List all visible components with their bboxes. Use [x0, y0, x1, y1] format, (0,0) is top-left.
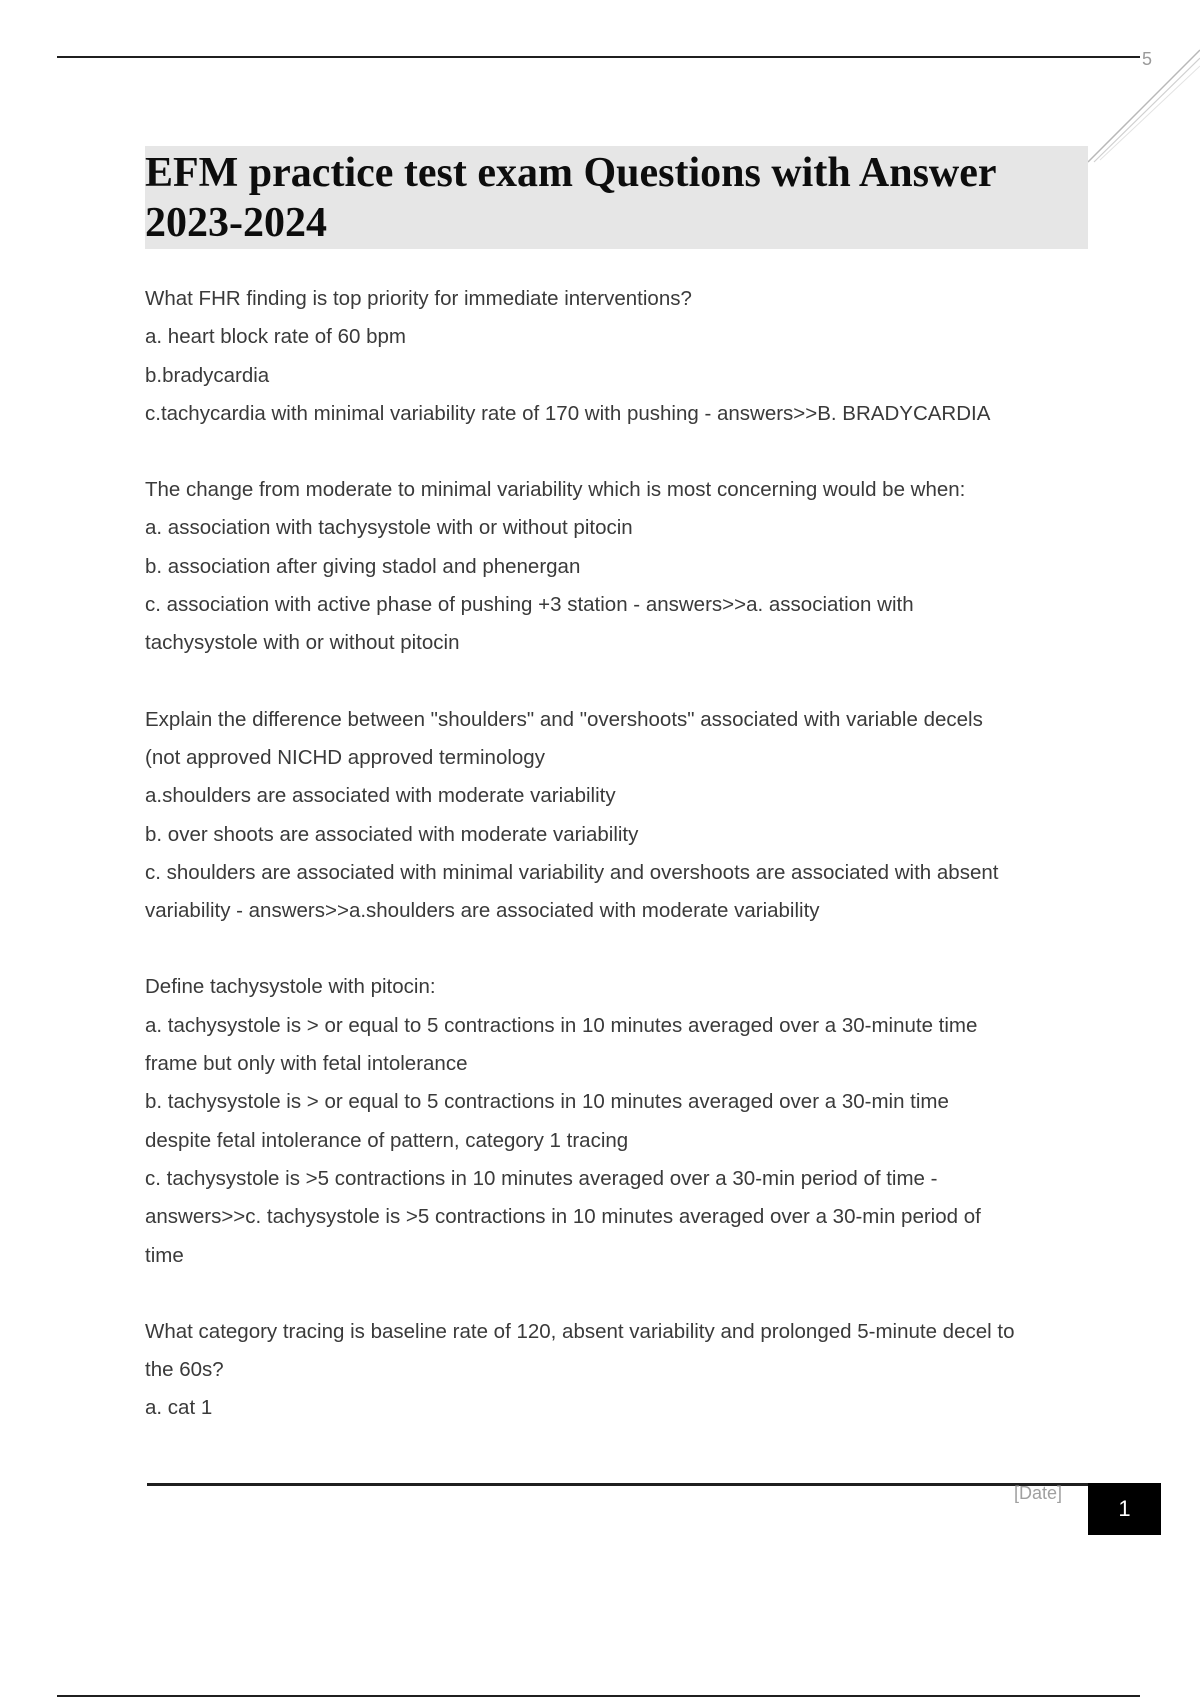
question-text: the 60s? [145, 1358, 224, 1382]
answer-option: b. association after giving stadol and phenergan [145, 554, 581, 578]
answer-option: a. association with tachysystole with or without pitocin [145, 516, 633, 540]
answer-option: variability - answers>>a.shoulders are associated with moderate variability [145, 899, 820, 923]
footer-rule [147, 1483, 1100, 1486]
question-block [145, 1313, 1105, 1428]
answer-option: tachysystole with or without pitocin [145, 631, 460, 655]
question-text: (not approved NICHD approved terminology [145, 745, 545, 769]
question-text: The change from moderate to minimal variability which is most concerning would be when: [145, 478, 966, 502]
question-block [145, 701, 1105, 931]
answer-option: b. over shoots are associated with moderate variability [145, 822, 639, 846]
answer-option: a.shoulders are associated with moderate variability [145, 784, 616, 808]
answer-option: a. heart block rate of 60 bpm [145, 325, 406, 349]
footer-date: [Date] [1014, 1483, 1063, 1503]
answer-option: b.bradycardia [145, 363, 270, 387]
header-rule [57, 56, 1140, 58]
header-page-number: 5 [1142, 49, 1153, 69]
answer-option: despite fetal intolerance of pattern, category 1 tracing [145, 1128, 629, 1152]
answer-option: a. tachysystole is > or equal to 5 contractions in 10 minutes averaged over a 30-minute time [145, 1013, 978, 1037]
answer-option: answers>>c. tachysystole is >5 contractions in 10 minutes averaged over a 30-min period of [145, 1205, 981, 1229]
title-block [145, 146, 1088, 249]
page-edge-rule [57, 1695, 1140, 1697]
question-block [145, 280, 1105, 433]
answer-option: b. tachysystole is > or equal to 5 contractions in 10 minutes averaged over a 30-min time [145, 1090, 949, 1114]
question-list [145, 280, 1105, 1466]
question-text: Define tachysystole with pitocin: [145, 975, 436, 999]
answer-option: a. cat 1 [145, 1396, 213, 1420]
question-block [145, 968, 1105, 1274]
question-text: What FHR finding is top priority for immediate interventions? [145, 287, 692, 310]
document-title: EFM practice test exam Questions with Answer 2023-2024 [145, 150, 996, 246]
answer-option: c.tachycardia with minimal variability rate of 170 with pushing - answers>>B. BRADYCARDIA [145, 401, 991, 425]
question-text: What category tracing is baseline rate of 120, absent variability and prolonged 5-minute decel to [145, 1319, 1015, 1343]
answer-option: frame but only with fetal intolerance [145, 1052, 468, 1076]
answer-option: c. shoulders are associated with minimal variability and overshoots are associated with absent [145, 860, 999, 884]
question-text: Explain the difference between "shoulders" and "overshoots" associated with variable decels [145, 707, 983, 731]
footer-page-number: 1 [1088, 1483, 1161, 1535]
answer-option: c. association with active phase of pushing +3 station - answers>>a. association with [145, 593, 914, 617]
corner-decoration [1080, 40, 1200, 170]
answer-option: time [145, 1243, 184, 1267]
question-block [145, 471, 1105, 662]
answer-option: c. tachysystole is >5 contractions in 10 minutes averaged over a 30-min period of time - [145, 1166, 938, 1190]
